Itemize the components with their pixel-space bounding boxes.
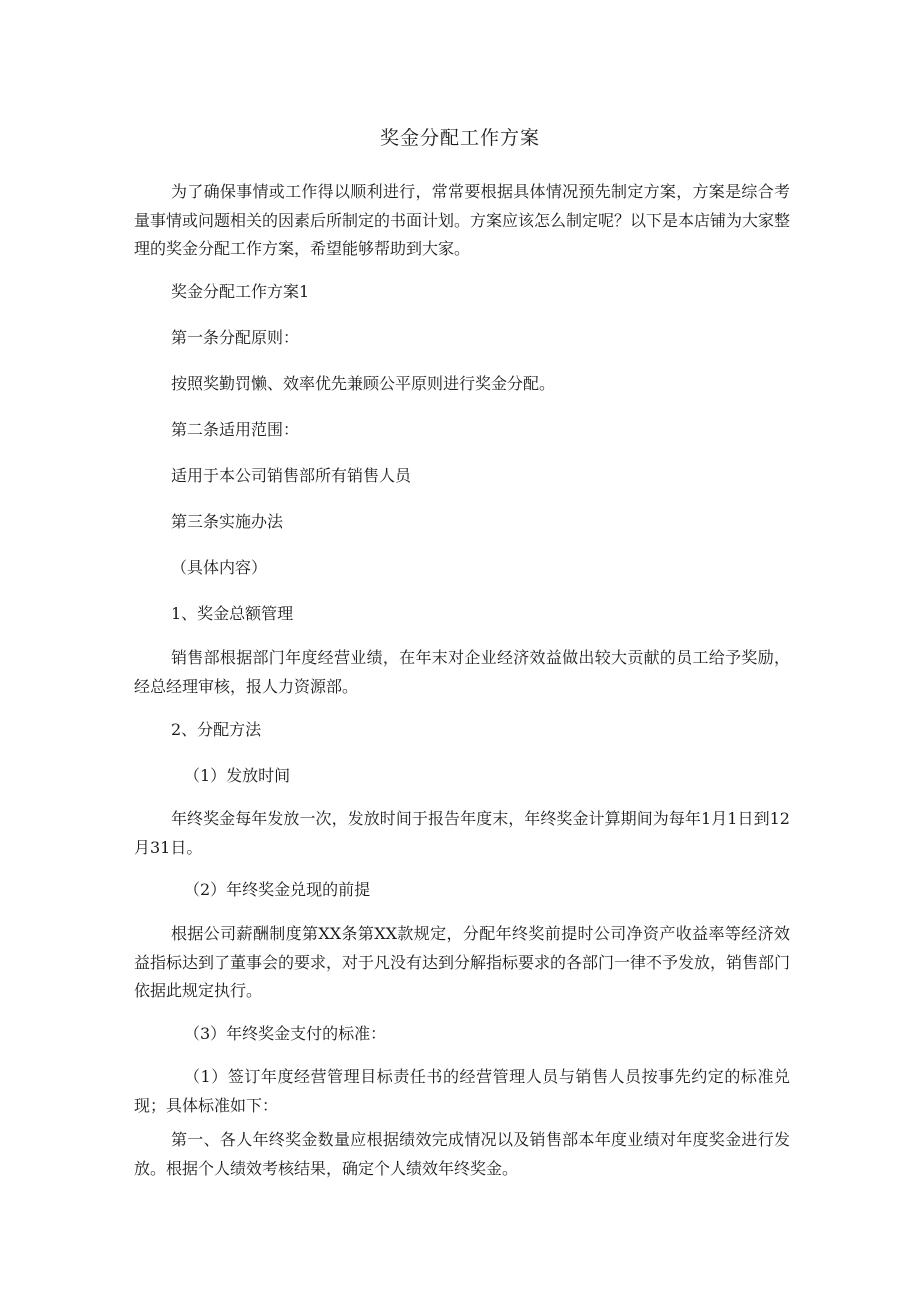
section-title: 奖金分配工作方案1 xyxy=(171,282,310,301)
item1-body: 销售部根据部门年度经营业绩，在年末对企业经济效益做出较大贡献的员工给予奖励，经总经理审核，报人力资源部。 xyxy=(134,648,790,696)
specific-content-note: （具体内容） xyxy=(171,558,268,577)
article1-body: 按照奖勤罚懒、效率优先兼顾公平原则进行奖金分配。 xyxy=(171,374,556,393)
first-rule-paragraph: 第一、各人年终奖金数量应根据绩效完成情况以及销售部本年度业绩对年度奖金进行发放。根据个人绩效考核结果，确定个人绩效年终奖金。 xyxy=(134,1130,790,1178)
intro-paragraph: 为了确保事情或工作得以顺利进行，常常要根据具体情况预先制定方案，方案是综合考量事情或问题相关的因素后所制定的书面计划。方案应该怎么制定呢？以下是本店铺为大家整理的奖金分配工作方案，希望能够帮助到大家。 xyxy=(134,182,791,258)
item1-heading: 1、奖金总额管理 xyxy=(171,604,294,623)
sub1-body: 年终奖金每年发放一次，发放时间于报告年度末，年终奖金计算期间为每年1月1日到12月31日。 xyxy=(134,809,790,857)
sub3-heading: （3）年终奖金支付的标准： xyxy=(184,1024,387,1043)
article1-heading: 第一条分配原则： xyxy=(171,328,300,347)
article3-heading: 第三条实施办法 xyxy=(171,512,284,531)
sub1-heading: （1）发放时间 xyxy=(184,766,291,785)
article2-heading: 第二条适用范围： xyxy=(171,420,300,439)
sub2-heading: （2）年终奖金兑现的前提 xyxy=(184,880,371,899)
article2-body: 适用于本公司销售部所有销售人员 xyxy=(171,466,412,485)
sub3-item1: （1）签订年度经营管理目标责任书的经营管理人员与销售人员按事先约定的标准兑现；具体标准如下： xyxy=(134,1067,790,1115)
item2-heading: 2、分配方法 xyxy=(171,720,262,739)
document-title: 奖金分配工作方案 xyxy=(379,127,540,149)
sub2-body: 根据公司薪酬制度第XX条第XX款规定，分配年终奖前提时公司净资产收益率等经济效益指标达到了董事会的要求，对于凡没有达到分解指标要求的各部门一律不予发放，销售部门依据此规定执行。 xyxy=(134,924,791,1000)
